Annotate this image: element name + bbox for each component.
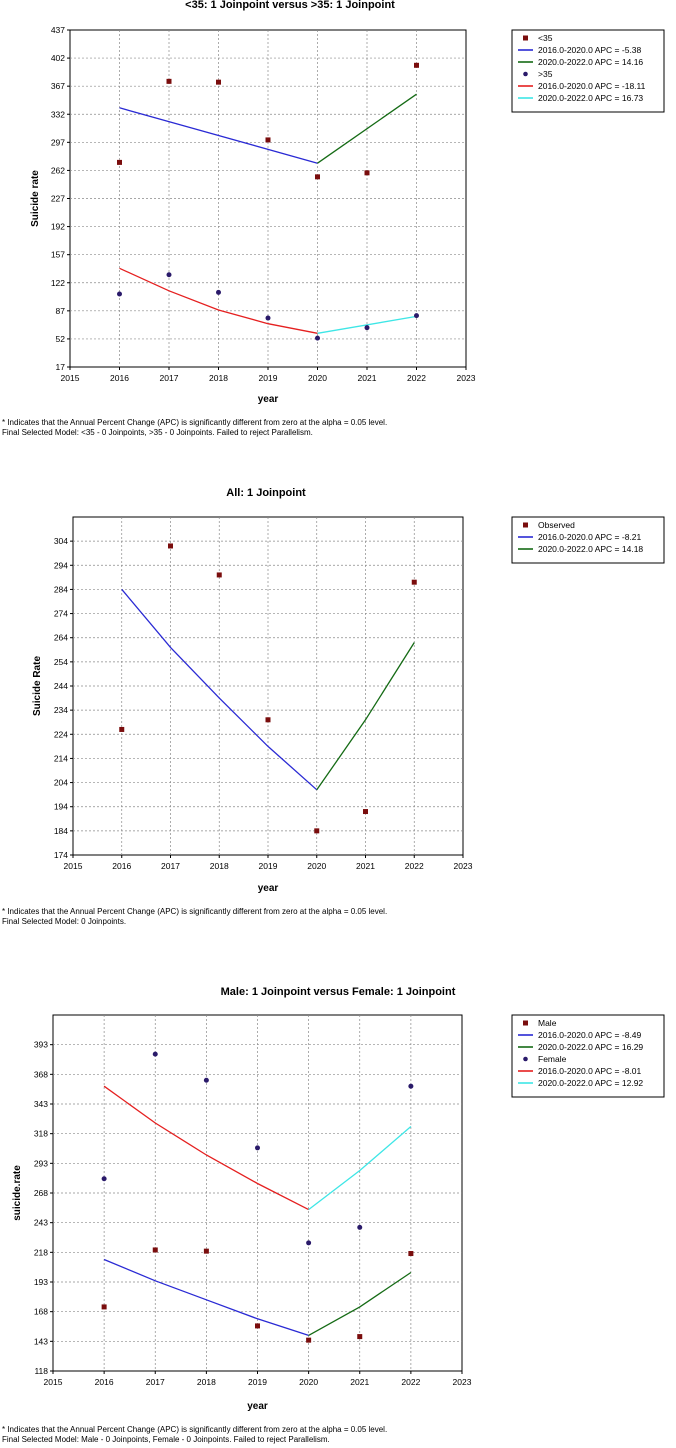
data-point->35: [167, 272, 172, 277]
x-tick-label: 2022: [401, 1377, 421, 1387]
data-point-Female: [306, 1240, 311, 1245]
y-tick-label: 297: [50, 137, 65, 148]
data-point-<35: [365, 170, 370, 175]
x-tick-label: 2023: [453, 861, 473, 871]
y-tick-label: 204: [53, 777, 68, 788]
chart-1: [2, 0, 664, 437]
y-tick-label: 367: [50, 81, 65, 92]
data-point->35: [266, 316, 271, 321]
y-tick-label: 393: [33, 1039, 48, 1050]
y-tick-label: 118: [34, 1366, 48, 1376]
chart-title: Male: 1 Joinpoint versus Female: 1 Joinpoint: [220, 986, 456, 998]
x-tick-label: 2017: [161, 861, 180, 871]
y-tick-label: 244: [53, 681, 68, 691]
data-point-Male: [102, 1304, 107, 1309]
legend-label: <35: [538, 33, 553, 43]
y-tick-label: 234: [53, 705, 68, 716]
y-axis-label: Suicide rate: [30, 170, 41, 227]
x-tick-label: 2015: [63, 861, 83, 871]
data-point-Observed: [119, 727, 124, 732]
y-tick-label: 293: [33, 1158, 48, 1169]
data-point->35: [414, 313, 419, 318]
legend-marker-square: [523, 36, 528, 41]
y-tick-label: 264: [53, 632, 68, 643]
y-tick-label: 368: [33, 1069, 48, 1080]
y-tick-label: 227: [50, 193, 65, 204]
footnote: Final Selected Model: Male - 0 Joinpoints, Female - 0 Joinpoints. Failed to reject Parallelism.: [2, 1435, 330, 1444]
legend-label: 2020.0-2022.0 APC = 12.92: [538, 1078, 644, 1088]
y-axis-label: Suicide Rate: [32, 655, 43, 717]
y-tick-label: 184: [53, 825, 68, 836]
y-tick-label: 318: [33, 1128, 48, 1139]
y-tick-label: 143: [33, 1336, 48, 1347]
x-tick-label: 2017: [159, 373, 179, 383]
y-tick-label: 157: [50, 249, 65, 260]
x-axis-label: year: [257, 394, 279, 405]
chart-title: <35: 1 Joinpoint versus >35: 1 Joinpoint: [185, 0, 395, 11]
y-tick-label: 122: [50, 277, 65, 288]
y-tick-label: 268: [33, 1188, 48, 1198]
data-point-Female: [102, 1176, 107, 1181]
data-point-Male: [408, 1251, 413, 1256]
x-tick-label: 2021: [350, 1377, 370, 1387]
legend-label: 2020.0-2022.0 APC = 16.73: [538, 93, 644, 103]
y-tick-label: 294: [53, 560, 68, 571]
x-tick-label: 2016: [112, 861, 132, 871]
x-tick-label: 2015: [43, 1377, 63, 1387]
y-tick-label: 87: [55, 305, 65, 316]
y-tick-label: 52: [55, 333, 65, 344]
y-tick-label: 192: [50, 221, 65, 232]
legend-label: 2020.0-2022.0 APC = 14.18: [538, 544, 644, 554]
x-tick-label: 2020: [299, 1377, 319, 1387]
data-point-Observed: [266, 717, 271, 722]
legend-label: Observed: [538, 520, 575, 530]
data-point-Male: [357, 1334, 362, 1339]
legend-label: Female: [538, 1054, 567, 1064]
x-tick-label: 2023: [456, 373, 476, 383]
legend-label: 2016.0-2020.0 APC = -18.11: [538, 81, 646, 91]
x-tick-label: 2018: [196, 1377, 216, 1387]
legend-marker-circle: [523, 1057, 528, 1062]
x-tick-label: 2022: [404, 861, 424, 871]
data-point->35: [216, 290, 221, 295]
y-tick-label: 214: [53, 753, 68, 764]
footnote: * Indicates that the Annual Percent Change (APC) is significantly different from zero at the alpha = 0.05 level.: [2, 907, 388, 916]
footnote: * Indicates that the Annual Percent Change (APC) is significantly different from zero at the alpha = 0.05 level.: [2, 1425, 388, 1434]
data-point-Female: [153, 1052, 158, 1057]
legend-label: Male: [538, 1018, 557, 1028]
data-point-<35: [216, 80, 221, 85]
legend-label: 2016.0-2020.0 APC = -8.01: [538, 1066, 642, 1076]
x-tick-label: 2019: [258, 373, 278, 383]
y-tick-label: 332: [50, 109, 65, 120]
data-point-Male: [153, 1247, 158, 1252]
x-axis-label: year: [247, 1401, 268, 1412]
y-tick-label: 262: [50, 165, 65, 176]
legend: [512, 517, 664, 563]
data-point-Female: [357, 1225, 362, 1230]
footnote: * Indicates that the Annual Percent Change (APC) is significantly different from zero at the alpha = 0.05 level.: [2, 418, 388, 427]
x-tick-label: 2018: [209, 373, 228, 383]
data-point-<35: [167, 79, 172, 84]
legend-label: 2016.0-2020.0 APC = -5.38: [538, 45, 642, 55]
footnote: Final Selected Model: <35 - 0 Joinpoints, >35 - 0 Joinpoints. Failed to reject Parallelism.: [2, 428, 313, 437]
data-point-<35: [414, 63, 419, 68]
data-point-Observed: [314, 828, 319, 833]
x-tick-label: 2023: [452, 1377, 472, 1387]
y-tick-label: 402: [50, 53, 65, 64]
y-tick-label: 17: [55, 362, 65, 372]
data-point-Male: [204, 1249, 209, 1254]
y-tick-label: 304: [53, 536, 68, 547]
chart-2: [2, 487, 664, 926]
chart-3: [2, 986, 664, 1444]
x-tick-label: 2016: [94, 1377, 114, 1387]
x-tick-label: 2020: [307, 861, 327, 871]
footnote: Final Selected Model: 0 Joinpoints.: [2, 917, 127, 926]
x-tick-label: 2016: [110, 373, 129, 383]
y-tick-label: 193: [33, 1277, 48, 1287]
x-tick-label: 2022: [407, 373, 426, 383]
legend: [512, 30, 664, 112]
y-tick-label: 218: [33, 1247, 48, 1258]
legend-marker-circle: [523, 72, 528, 77]
y-axis-label: suicide.rate: [12, 1165, 23, 1221]
x-tick-label: 2018: [209, 861, 229, 871]
legend-marker-square: [523, 1021, 528, 1026]
y-tick-label: 284: [53, 584, 68, 595]
x-tick-label: 2017: [145, 1377, 165, 1387]
data-point->35: [117, 291, 122, 296]
data-point-<35: [266, 137, 271, 142]
data-point-Male: [255, 1323, 260, 1328]
data-point-Observed: [168, 543, 173, 548]
y-tick-label: 174: [53, 850, 68, 860]
data-point-Observed: [412, 580, 417, 585]
x-tick-label: 2020: [308, 373, 327, 383]
legend-label: 2020.0-2022.0 APC = 16.29: [538, 1042, 644, 1052]
x-tick-label: 2021: [356, 861, 375, 871]
y-tick-label: 243: [33, 1217, 48, 1228]
chart-title: All: 1 Joinpoint: [226, 487, 306, 499]
legend-marker-square: [523, 523, 528, 528]
data-point-Female: [255, 1145, 260, 1150]
legend-label: 2016.0-2020.0 APC = -8.21: [538, 532, 642, 542]
legend-label: 2016.0-2020.0 APC = -8.49: [538, 1030, 642, 1040]
data-point-Observed: [217, 572, 222, 577]
data-point-<35: [117, 160, 122, 165]
data-point-<35: [315, 174, 320, 179]
x-tick-label: 2021: [357, 373, 377, 383]
legend-label: 2020.0-2022.0 APC = 14.16: [538, 57, 644, 67]
y-tick-label: 168: [33, 1306, 48, 1317]
y-tick-label: 274: [53, 608, 68, 619]
data-point-Female: [408, 1084, 413, 1089]
data-point->35: [315, 336, 320, 341]
data-point-Female: [204, 1078, 209, 1083]
legend-label: >35: [538, 69, 553, 79]
x-axis-label: year: [257, 883, 279, 894]
data-point-Male: [306, 1338, 311, 1343]
data-point->35: [365, 325, 370, 330]
y-tick-label: 194: [53, 801, 68, 812]
data-point-Observed: [363, 809, 368, 814]
y-tick-label: 224: [53, 729, 68, 740]
legend: [512, 1015, 664, 1097]
y-tick-label: 437: [50, 25, 65, 35]
x-tick-label: 2019: [258, 861, 278, 871]
x-tick-label: 2015: [60, 373, 80, 383]
y-tick-label: 343: [33, 1099, 48, 1109]
x-tick-label: 2019: [248, 1377, 267, 1387]
y-tick-label: 254: [53, 656, 68, 667]
